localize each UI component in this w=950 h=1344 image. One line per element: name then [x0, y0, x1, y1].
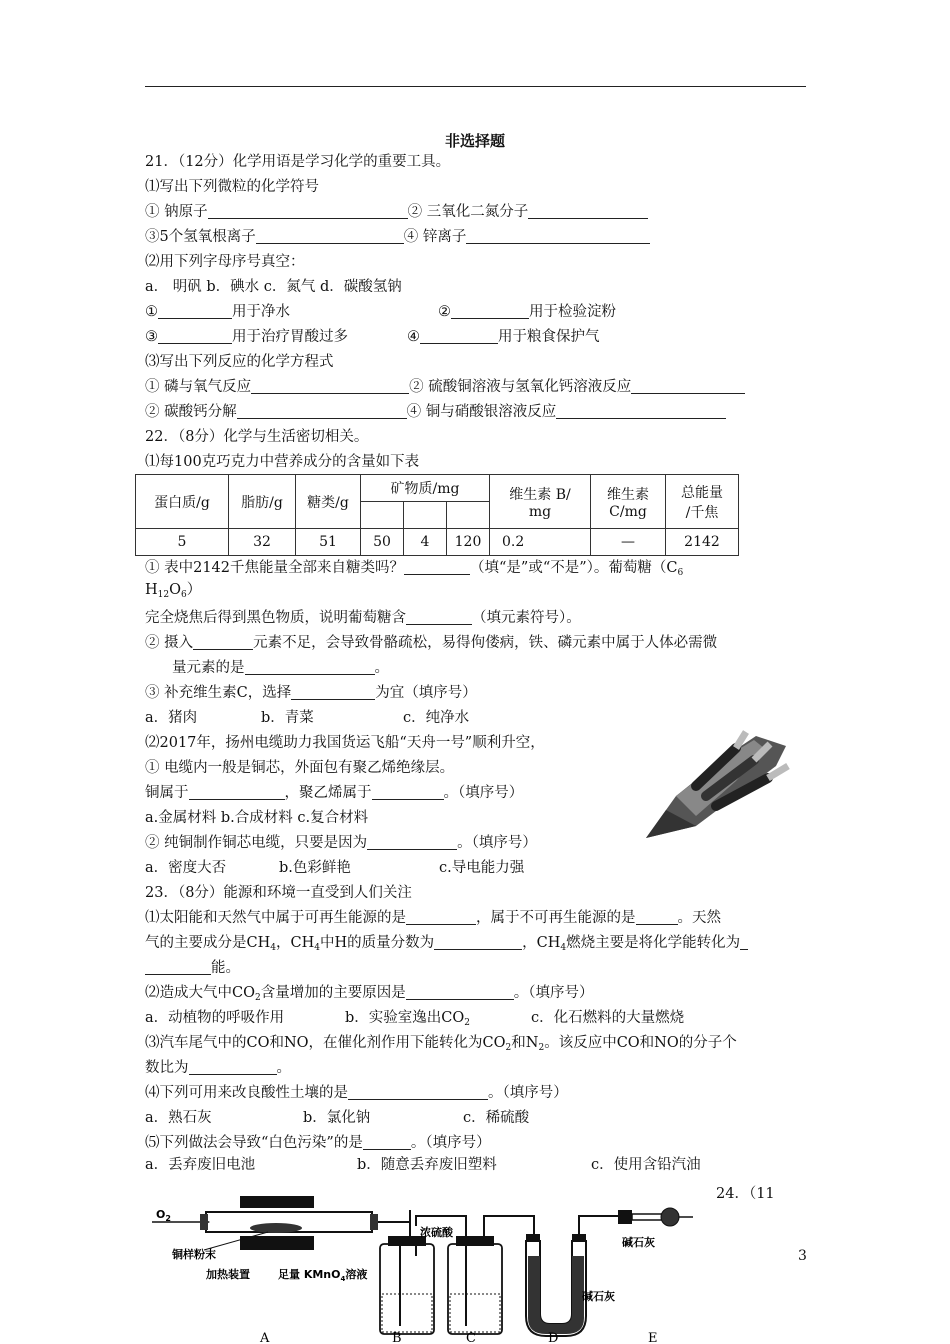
- table-cell: 120: [447, 529, 490, 556]
- header-protein: 蛋白质/g: [136, 475, 229, 529]
- q22-part2-options: a.金属材料 b.合成材料 c.复合材料: [145, 810, 369, 826]
- header-rule: [145, 86, 806, 87]
- q22-q1-line1: ① 表中2142千焦能量全部来自糖类吗？ （填“是”或“不是”）。葡萄糖（$C_6$: [145, 560, 684, 578]
- answer-blank[interactable]: [348, 1084, 488, 1100]
- table-cell: 5: [136, 529, 229, 556]
- label-D: D: [548, 1331, 559, 1344]
- table-cell: 50: [361, 529, 404, 556]
- cable-image: [636, 726, 806, 840]
- q22-part2: ⑵2017年，扬州电缆助力我国货运飞船“天舟一号”顺利升空，: [145, 735, 545, 751]
- answer-blank[interactable]: [208, 203, 408, 219]
- q21-part1: ⑴写出下列微粒的化学符号: [145, 179, 319, 195]
- answer-blank[interactable]: [372, 784, 444, 800]
- q23-part5-options: a．丢弃废旧电池 b．随意丢弃废旧塑料 c．使用含铅汽油: [145, 1157, 701, 1173]
- answer-blank[interactable]: [636, 909, 678, 925]
- q23-part4-options: a．熟石灰 b．氯化钠 c．稀硫酸: [145, 1110, 530, 1126]
- answer-blank[interactable]: [556, 403, 726, 419]
- answer-blank[interactable]: [237, 403, 407, 419]
- q23-part3-line2: 数比为 。: [145, 1060, 291, 1076]
- header-sugar: 糖类/g: [296, 475, 361, 529]
- q23-part1-line3: 能。: [145, 958, 240, 978]
- q22-part2-line1: ① 电缆内一般是铜芯，外面包有聚乙烯绝缘层。: [145, 760, 455, 776]
- header-vitamin-c: 维生素 C/mg: [591, 475, 666, 529]
- q21-part3: ⑶写出下列反应的化学方程式: [145, 354, 334, 370]
- q22-part2-line3: ② 纯铜制作铜芯电缆，只要是因为 。（填序号）: [145, 835, 537, 851]
- q22-part2-line2: 铜属于 ，聚乙烯属于 。（填序号）: [145, 785, 524, 801]
- answer-blank[interactable]: [367, 834, 457, 850]
- q21-part2: ⑵用下列字母序号真空：: [145, 254, 305, 270]
- q23-part3-line1: ⑶汽车尾气中的CO和NO，在催化剂作用下能转化为$CO_2$和$N_2$。该反应中CO和NO的分子个: [145, 1035, 737, 1053]
- table-cell: 4: [404, 529, 447, 556]
- q23-part2: ⑵造成大气中$CO_2$含量增加的主要原因是 。（填序号）: [145, 985, 594, 1003]
- answer-blank[interactable]: [158, 303, 232, 319]
- answer-blank[interactable]: [291, 684, 375, 700]
- label-A: A: [260, 1331, 270, 1344]
- q21-part2-line1: ① 用于净水 ② 用于检验淀粉: [145, 304, 616, 320]
- answer-blank[interactable]: [406, 909, 476, 925]
- answer-blank[interactable]: [189, 784, 285, 800]
- answer-blank[interactable]: [193, 634, 253, 650]
- soda-lime-label-e: 碱石灰: [622, 1236, 655, 1249]
- h2so4-label: 浓硫酸: [420, 1226, 453, 1239]
- header-vitamin-b: 维生素 B/ mg: [490, 475, 591, 529]
- q23-part2-options: a．动植物的呼吸作用 b．实验室逸出$CO_2$ c．化石燃料的大量燃烧: [145, 1010, 685, 1028]
- answer-blank[interactable]: [251, 378, 409, 394]
- answer-blank[interactable]: [145, 959, 211, 975]
- q23-part4: ⑷下列可用来改良酸性土壤的是 。（填序号）: [145, 1085, 568, 1101]
- q22-part1: ⑴每100克巧克力中营养成分的含量如下表: [145, 454, 420, 470]
- header-mineral: 矿物质/mg: [361, 475, 490, 502]
- apparatus-diagram: [148, 1196, 828, 1344]
- q21-part1-line2: ③5个氢氧根离子 ④ 锌离子: [145, 227, 650, 247]
- label-B: B: [392, 1331, 402, 1344]
- answer-blank[interactable]: [406, 609, 472, 625]
- q23-part1-line2: 气的主要成分是$CH_4$，$CH_4$中H的质量分数为 ，$CH_4$燃烧主要是将化学能转化为: [145, 933, 748, 953]
- label-E: E: [648, 1331, 658, 1344]
- q24-start: 24．（11: [716, 1186, 775, 1202]
- answer-blank[interactable]: [528, 203, 648, 219]
- heater-label: 加热装置: [206, 1268, 250, 1281]
- q21-part3-line2: ② 碳酸钙分解 ④ 铜与硝酸银溶液反应: [145, 402, 726, 422]
- answer-blank[interactable]: [256, 228, 404, 244]
- q23-part5: ⑸下列做法会导致“白色污染”的是 。（填序号）: [145, 1135, 491, 1151]
- q21-stem: 21．（12分）化学用语是学习化学的重要工具。: [145, 154, 451, 170]
- q22-q3: ③ 补充维生素C，选择 为宜（填序号）: [145, 685, 477, 701]
- header-energy: 总能量 /千焦: [666, 475, 739, 529]
- kmno4-label: 足量 KMnO$_4$溶液: [278, 1268, 368, 1283]
- answer-blank[interactable]: [631, 378, 745, 394]
- q22-part2-options2: a．密度大否 b.色彩鲜艳 c.导电能力强: [145, 860, 525, 876]
- answer-blank[interactable]: [189, 1059, 277, 1075]
- answer-blank[interactable]: [434, 934, 522, 950]
- soda-lime-label-d: 碱石灰: [582, 1290, 615, 1303]
- q21-part1-line1: ① 钠原子 ② 三氧化二氮分子: [145, 202, 648, 222]
- table-cell: —: [591, 529, 666, 556]
- q22-glucose-formula: $H_{12}O_6$）: [145, 582, 202, 600]
- label-C: C: [466, 1331, 476, 1344]
- q22-q1-line2: 完全烧焦后得到黑色物质，说明葡萄糖含 （填元素符号）。: [145, 610, 581, 626]
- answer-blank[interactable]: [420, 328, 498, 344]
- o2-label: $O_2$: [156, 1208, 171, 1223]
- section-title: 非选择题: [444, 132, 505, 150]
- answer-blank[interactable]: [406, 984, 514, 1000]
- q23-stem: 23．（8分）能源和环境一直受到人们关注: [145, 885, 412, 901]
- answer-blank[interactable]: [404, 559, 470, 575]
- q22-stem: 22．（8分）化学与生活密切相关。: [145, 429, 369, 445]
- q21-part2-line2: ③ 用于治疗胃酸过多 ④ 用于粮食保护气: [145, 329, 600, 345]
- answer-blank[interactable]: [245, 659, 375, 675]
- q21-part3-line1: ① 磷与氧气反应 ② 硫酸铜溶液与氢氧化钙溶液反应: [145, 377, 745, 397]
- table-cell: 32: [229, 529, 296, 556]
- header-fat: 脂肪/g: [229, 475, 296, 529]
- answer-blank[interactable]: [451, 303, 529, 319]
- answer-blank[interactable]: [363, 1134, 411, 1150]
- q21-part2-options: a． 明矾 b．碘水 c．氮气 d．碳酸氢钠: [145, 279, 402, 295]
- page-number: 3: [798, 1248, 807, 1264]
- sample-label: 铜样粉末: [172, 1248, 216, 1261]
- answer-blank[interactable]: [740, 934, 748, 950]
- table-cell: 51: [296, 529, 361, 556]
- q22-q2-line1: ② 摄入 元素不足，会导致骨骼疏松，易得佝偻病，铁、磷元素中属于人体必需微: [145, 635, 718, 651]
- q22-q3-options: a．猪肉 b．青菜 c．纯净水: [145, 710, 470, 726]
- q22-q2-line2: 量元素的是 。: [172, 660, 389, 676]
- answer-blank[interactable]: [158, 328, 232, 344]
- table-cell: 2142: [666, 529, 739, 556]
- table-cell: 0.2: [490, 529, 591, 556]
- nutrition-table: [135, 474, 739, 556]
- answer-blank[interactable]: [466, 228, 650, 244]
- q23-part1-line1: ⑴太阳能和天然气中属于可再生能源的是 ，属于不可再生能源的是 。天然: [145, 910, 721, 926]
